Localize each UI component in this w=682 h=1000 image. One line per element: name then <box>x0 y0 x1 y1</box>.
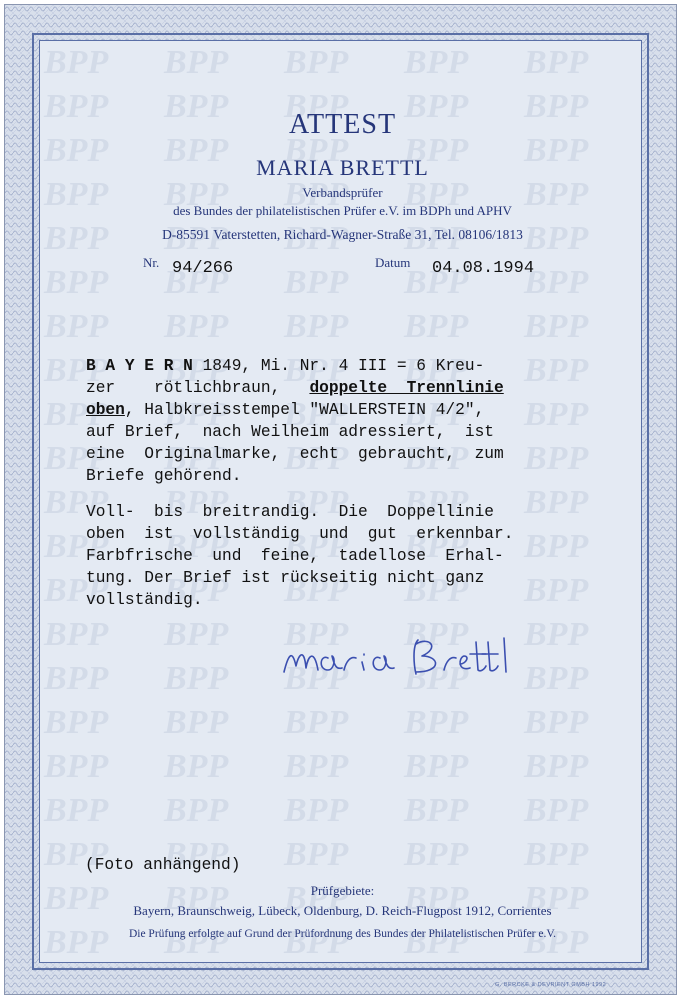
certificate-date: 04.08.1994 <box>432 259 535 278</box>
description-line: zer rötlichbraun, doppelte Trennlinie <box>86 379 504 397</box>
examiner-role: Verbandsprüfer <box>302 185 383 200</box>
number-label: Nr. <box>143 255 160 270</box>
pruefgebiete-label: Prüfgebiete: <box>310 883 375 898</box>
outer-frame <box>32 33 649 970</box>
condition-line: oben ist vollständig und gut erkennbar. <box>86 525 514 543</box>
description-line: oben, Halbkreisstempel "WALLERSTEIN 4/2", <box>86 401 485 419</box>
examiner-address: D-85591 Vaterstetten, Richard-Wagner-Straße 31, Tel. 08106/1813 <box>162 227 523 242</box>
certificate-sheet <box>4 4 677 995</box>
condition-line: Farbfrische und feine, tadellose Erhal- <box>86 547 504 565</box>
country-name: B A Y E R N <box>86 357 193 375</box>
condition-line: Voll- bis breitrandig. Die Doppellinie <box>86 503 494 521</box>
condition-line: vollständig. <box>86 591 203 609</box>
photo-note: (Foto anhängend) <box>85 856 241 874</box>
description-line: B A Y E R N 1849, Mi. Nr. 4 III = 6 Kreu- <box>86 357 485 375</box>
description-line: Briefe gehörend. <box>86 467 242 485</box>
printer-imprint: G. BERCKE & DEVRIENT GMBH 1992 <box>495 982 607 988</box>
examiner-name: MARIA BRETTL <box>256 155 429 180</box>
description-line: eine Originalmarke, echt gebraucht, zum <box>86 445 504 463</box>
certificate-title: ATTEST <box>288 109 397 140</box>
legal-note: Die Prüfung erfolgte auf Grund der Prüfordnung des Bundes der Philatelistischen Prüfer e.V. <box>128 928 557 940</box>
condition-line: tung. Der Brief ist rückseitig nicht ganz <box>86 569 485 587</box>
highlight-text: doppelte Trennlinie <box>309 379 504 397</box>
date-label: Datum <box>375 255 411 270</box>
certificate-body <box>39 40 642 963</box>
handwritten-signature <box>280 626 520 686</box>
highlight-text: oben <box>86 401 125 419</box>
description-line: auf Brief, nach Weilheim adressiert, ist <box>86 423 494 441</box>
association-line: des Bundes der philatelistischen Prüfer e.V. im BDPh und APHV <box>173 203 512 218</box>
pruefgebiete-list: Bayern, Braunschweig, Lübeck, Oldenburg, D. Reich-Flugpost 1912, Corrientes <box>133 903 552 918</box>
certificate-number: 94/266 <box>172 259 234 278</box>
